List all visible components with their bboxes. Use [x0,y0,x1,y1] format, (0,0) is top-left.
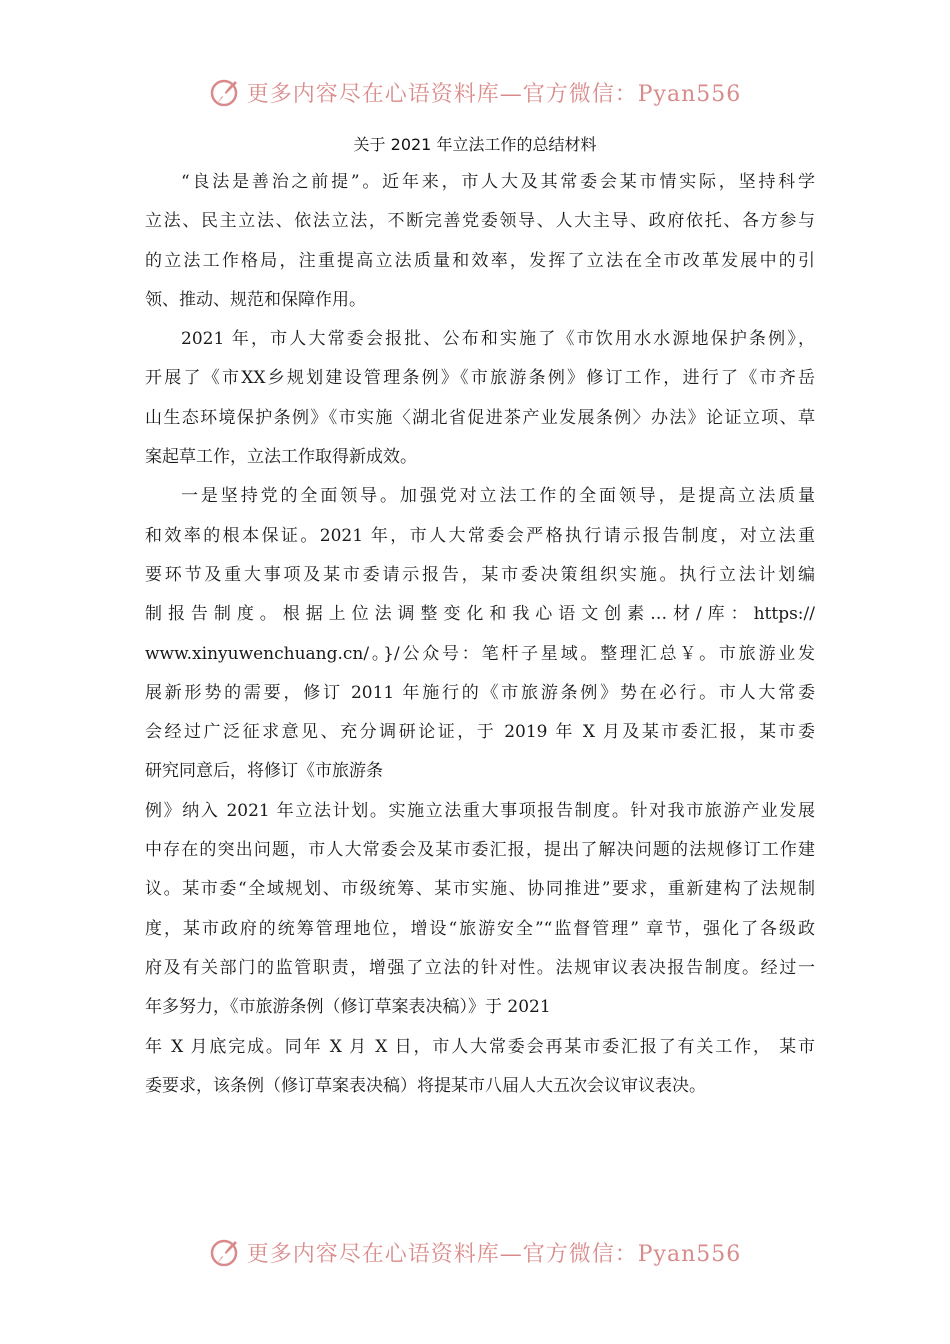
document-body [145,163,815,1106]
text-line: 年 X 月底完成。同年 X 月 X 日，市人大常委会再某市委汇报了有关工作， 某市 [145,1036,815,1057]
text-line: 案起草工作，立法工作取得新成效。 [145,447,417,468]
text-line: 的立法工作格局，注重提高立法质量和效率，发挥了立法在全市改革发展中的引 [145,250,815,271]
footer-banner [0,1232,950,1272]
text-line: 中存在的突出问题，市人大常委会及某市委汇报，提出了解决问题的法规修订工作建 [145,840,815,861]
text-line: 例》纳入 2021 年立法计划。实施立法重大事项报告制度。针对我市旅游产业发展 [145,800,815,821]
text-line: 一是坚持党的全面领导。加强党对立法工作的全面领导，是提高立法质量 [181,486,815,507]
banner-text: 更多内容尽在心语资料库—官方微信：Pyan556 [246,81,742,107]
text-line: “良法是善治之前提”。近年来，市人大及其常委会某市情实际，坚持科学 [181,172,815,192]
text-line: 会经过广泛征求意见、充分调研论证，于 2019 年 X 月及某市委汇报，某市委 [145,722,815,743]
text-line: 制报告制度。根据上位法调整变化和我心语文创素…材/库：https:// [145,604,815,625]
text-line: 度，某市政府的统筹管理地位，增设“旅游安全”“监督管理” 章节，强化了各级政 [145,918,815,939]
banner-text: 更多内容尽在心语资料库—官方微信：Pyan556 [246,1241,742,1267]
text-line: 展新形势的需要，修订 2011 年施行的《市旅游条例》势在必行。市人大常委 [145,682,815,703]
text-line: 研究同意后，将修订《市旅游条 [145,761,383,782]
text-line: 立法、民主立法、依法立法，不断完善党委领导、人大主导、政府依托、各方参与 [145,211,815,232]
text-line: 要环节及重大事项及某市委请示报告，某市委决策组织实施。执行立法计划编 [145,564,815,585]
text-line: 府及有关部门的监管职责，增强了立法的针对性。法规审议表决报告制度。经过一 [145,957,815,978]
text-line: 山生态环境保护条例》《市实施〈湖北省促进茶产业发展条例〉办法》论证立项、草 [145,407,815,428]
text-line: 2021 年，市人大常委会报批、公布和实施了《市饮用水水源地保护条例》， [181,329,815,350]
document-title: 关于 2021 年立法工作的总结材料 [353,135,597,154]
text-line: 和效率的根本保证。2021 年，市人大常委会严格执行请示报告制度，对立法重 [145,525,815,546]
text-line: 议。某市委“全域规划、市级统筹、某市实施、协同推进”要求，重新建构了法规制 [145,879,815,900]
pen-nib-logo-icon [209,1235,243,1269]
text-line: www.xinyuwenchuang.cn/。}/公众号：笔杆子星域。整理汇总￥。市旅游业发 [145,643,815,664]
text-line: 年多努力，《市旅游条例（修订草案表决稿）》于 2021 [145,997,551,1018]
pen-nib-logo-icon [209,75,243,109]
header-banner [0,72,950,112]
text-line: 领、推动、规范和保障作用。 [145,289,366,310]
text-line: 开展了《市XX乡规划建设管理条例》《市旅游条例》修订工作，进行了《市齐岳 [145,368,815,389]
text-line: 委要求，该条例（修订草案表决稿）将提某市八届人大五次会议审议表决。 [145,1075,706,1096]
